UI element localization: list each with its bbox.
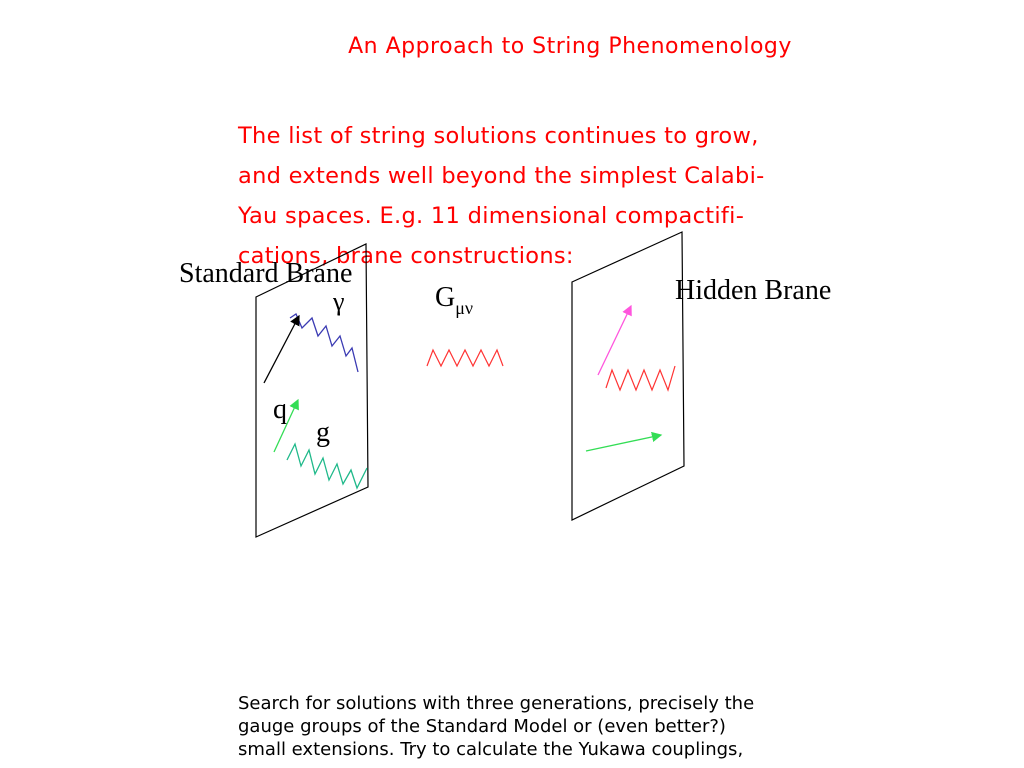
standard-brane-label: Standard Brane [179, 258, 353, 289]
hidden-brane [572, 232, 684, 520]
bottom-line: Search for solutions with three generations, precisely the [238, 693, 755, 714]
photon-wave [290, 314, 358, 372]
graviton-wave [427, 350, 503, 366]
quark-arrow-black [264, 316, 299, 383]
bottom-line: small extensions. Try to calculate the Yukawa couplings, [238, 739, 744, 760]
slide-title: An Approach to String Phenomenology [348, 34, 792, 59]
graviton-label [435, 282, 473, 318]
intro-line: Yau spaces. E.g. 11 dimensional compactifi- [238, 203, 745, 229]
intro-line: and extends well beyond the simplest Calabi- [238, 163, 765, 189]
graviton-label-main: G [435, 282, 456, 313]
intro-line: The list of string solutions continues to grow, [238, 123, 759, 149]
hidden-brane-label: Hidden Brane [675, 275, 832, 306]
bottom-line: gauge groups of the Standard Model or (even better?) [238, 716, 726, 737]
hidden-arrow-green [586, 435, 661, 451]
photon-label: γ [333, 287, 345, 316]
intro-line: cations, brane constructions: [238, 243, 574, 269]
bottom-paragraph [238, 692, 918, 761]
gluon-label: g [316, 417, 330, 448]
gluon-wave [287, 444, 367, 488]
quark-label: q [273, 394, 287, 425]
graviton-label-sub: μν [455, 298, 474, 318]
hidden-wave-red [606, 366, 675, 390]
hidden-arrow-pink [598, 306, 631, 375]
